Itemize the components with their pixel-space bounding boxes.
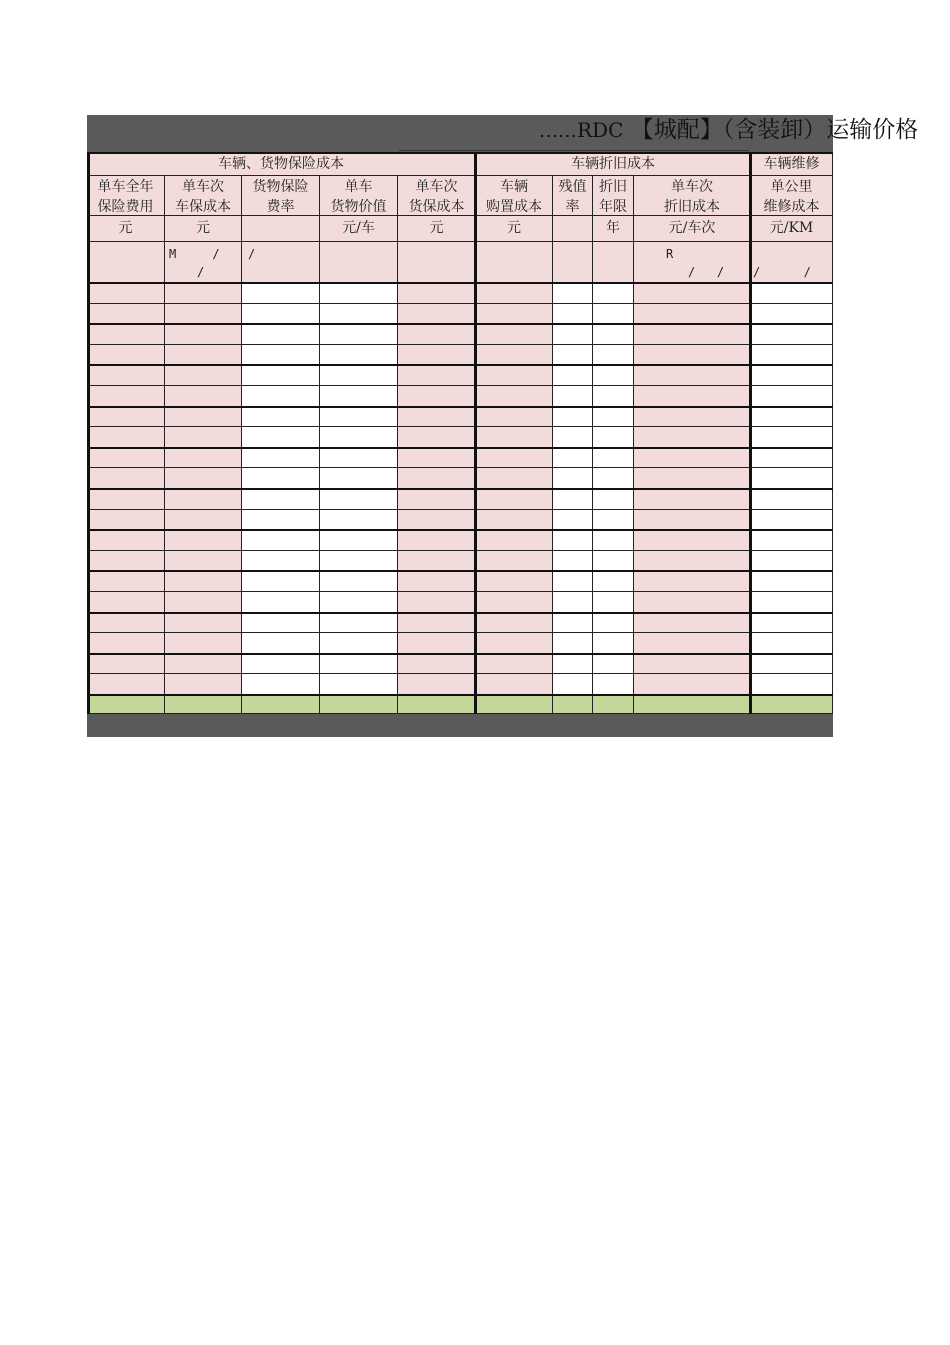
table-cell[interactable] — [476, 489, 553, 510]
table-cell[interactable] — [242, 386, 320, 407]
thick-row-line — [87, 488, 833, 490]
table-cell[interactable] — [634, 654, 751, 674]
cost-table — [87, 152, 833, 714]
column-header-line1: 单车次 — [671, 179, 713, 195]
table-cell[interactable] — [320, 365, 398, 386]
table-cell[interactable] — [242, 530, 320, 551]
column-header — [553, 176, 593, 216]
formula-hint-cell — [320, 242, 398, 283]
table-cell[interactable] — [87, 386, 165, 407]
table-cell[interactable] — [553, 468, 593, 489]
table-cell[interactable] — [553, 571, 593, 592]
table-cell[interactable] — [398, 674, 476, 695]
thick-row-line — [87, 323, 833, 325]
table-cell[interactable] — [476, 304, 553, 324]
thick-row-line — [87, 694, 833, 696]
formula-hint-cell — [165, 242, 242, 283]
table-cell[interactable] — [751, 510, 833, 530]
table-cell[interactable] — [476, 448, 553, 468]
table-cell[interactable] — [87, 489, 165, 510]
table-cell[interactable] — [87, 571, 165, 592]
table-cell[interactable] — [476, 510, 553, 530]
column-header-line2: 年限 — [599, 199, 627, 215]
table-cell[interactable] — [242, 324, 320, 345]
table-cell[interactable] — [242, 427, 320, 448]
table-cell[interactable] — [165, 571, 242, 592]
table-cell[interactable] — [87, 407, 165, 427]
table-cell[interactable] — [634, 468, 751, 489]
table-cell[interactable] — [165, 407, 242, 427]
unit-cell: 年 — [593, 216, 634, 242]
thick-row-line — [87, 529, 833, 531]
formula-hint: / — [248, 247, 256, 261]
formula-hint: / / — [688, 265, 725, 279]
table-cell[interactable] — [165, 345, 242, 365]
table-cell[interactable] — [634, 613, 751, 633]
table-cell[interactable] — [476, 407, 553, 427]
table-cell[interactable] — [398, 448, 476, 468]
table-cell[interactable] — [242, 613, 320, 633]
table-cell[interactable] — [553, 365, 593, 386]
column-header-line2: 购置成本 — [486, 199, 542, 215]
thick-row-line — [87, 364, 833, 366]
table-cell[interactable] — [87, 427, 165, 448]
table-cell[interactable] — [165, 468, 242, 489]
formula-hint-cell — [553, 242, 593, 283]
total-cell[interactable] — [553, 695, 593, 714]
table-cell[interactable] — [87, 304, 165, 324]
table-cell[interactable] — [165, 551, 242, 571]
column-header — [751, 176, 833, 216]
table-cell[interactable] — [593, 345, 634, 365]
table-cell[interactable] — [165, 633, 242, 654]
table-cell[interactable] — [398, 489, 476, 510]
thick-row-line — [87, 282, 833, 284]
table-cell[interactable] — [320, 571, 398, 592]
column-header-line1: 单车 — [344, 179, 373, 195]
table-cell[interactable] — [320, 448, 398, 468]
column-header-line1: 残值 — [558, 179, 587, 195]
table-cell[interactable] — [165, 510, 242, 530]
table-cell[interactable] — [553, 304, 593, 324]
table-cell[interactable] — [320, 530, 398, 551]
table-cell[interactable] — [751, 489, 833, 510]
table-cell[interactable] — [476, 654, 553, 674]
column-header-line1: 单公里 — [770, 179, 813, 195]
table-cell[interactable] — [751, 427, 833, 448]
spreadsheet-sheet — [87, 115, 919, 737]
table-cell[interactable] — [751, 386, 833, 407]
table-cell[interactable] — [398, 324, 476, 345]
column-header-line2: 费率 — [266, 199, 295, 215]
total-cell[interactable] — [87, 695, 165, 714]
table-cell[interactable] — [476, 345, 553, 365]
column-header — [476, 176, 553, 216]
table-cell[interactable] — [751, 365, 833, 386]
table-cell[interactable] — [634, 489, 751, 510]
total-cell[interactable] — [476, 695, 553, 714]
table-cell[interactable] — [242, 551, 320, 571]
thick-separator — [749, 152, 752, 714]
table-cell[interactable] — [751, 613, 833, 633]
table-cell[interactable] — [398, 345, 476, 365]
column-header-line1: 单车次 — [415, 179, 458, 195]
table-cell[interactable] — [553, 633, 593, 654]
table-cell[interactable] — [320, 613, 398, 633]
table-cell[interactable] — [476, 468, 553, 489]
table-cell[interactable] — [476, 613, 553, 633]
table-cell[interactable] — [165, 304, 242, 324]
table-cell[interactable] — [751, 592, 833, 613]
table-cell[interactable] — [320, 654, 398, 674]
unit-cell: 元 — [476, 216, 553, 242]
table-cell[interactable] — [87, 365, 165, 386]
table-cell[interactable] — [320, 304, 398, 324]
title-underline — [399, 150, 749, 151]
column-header — [320, 176, 398, 216]
table-cell[interactable] — [476, 324, 553, 345]
table-cell[interactable] — [476, 365, 553, 386]
table-cell[interactable] — [553, 551, 593, 571]
table-cell[interactable] — [165, 324, 242, 345]
formula-hint-cell — [593, 242, 634, 283]
thick-separator — [474, 152, 477, 714]
table-cell[interactable] — [553, 283, 593, 304]
unit-cell: 元 — [398, 216, 476, 242]
column-header-line2: 货物价值 — [330, 199, 387, 215]
table-cell[interactable] — [242, 510, 320, 530]
formula-hint-cell — [476, 242, 553, 283]
table-cell[interactable] — [476, 427, 553, 448]
thick-row-line — [87, 612, 833, 614]
table-cell[interactable] — [634, 448, 751, 468]
table-cell[interactable] — [634, 530, 751, 551]
table-cell[interactable] — [553, 654, 593, 674]
table-cell[interactable] — [87, 654, 165, 674]
table-cell[interactable] — [398, 468, 476, 489]
formula-hint: / / — [753, 265, 811, 279]
table-cell[interactable] — [553, 489, 593, 510]
table-cell[interactable] — [751, 674, 833, 695]
table-cell[interactable] — [87, 613, 165, 633]
table-cell[interactable] — [242, 345, 320, 365]
title-text: 【城配】（含装卸）运输价格 — [630, 117, 919, 143]
table-cell[interactable] — [593, 468, 634, 489]
table-cell[interactable] — [320, 324, 398, 345]
table-cell[interactable] — [165, 530, 242, 551]
table-cell[interactable] — [87, 592, 165, 613]
column-header — [242, 176, 320, 216]
table-cell[interactable] — [593, 633, 634, 654]
table-cell[interactable] — [320, 345, 398, 365]
table-cell[interactable] — [398, 510, 476, 530]
thick-row-line — [87, 447, 833, 449]
table-cell[interactable] — [398, 571, 476, 592]
table-cell[interactable] — [165, 283, 242, 304]
column-header-line2: 车保成本 — [175, 199, 231, 215]
column-header — [398, 176, 476, 216]
table-cell[interactable] — [398, 633, 476, 654]
table-cell[interactable] — [476, 386, 553, 407]
table-cell[interactable] — [320, 283, 398, 304]
table-cell[interactable] — [165, 365, 242, 386]
table-cell[interactable] — [476, 633, 553, 654]
table-cell[interactable] — [751, 345, 833, 365]
table-cell[interactable] — [87, 530, 165, 551]
table-cell[interactable] — [398, 365, 476, 386]
formula-hint-cell — [398, 242, 476, 283]
table-cell[interactable] — [398, 283, 476, 304]
column-header-line1: 货物保险 — [252, 179, 309, 195]
table-cell[interactable] — [242, 633, 320, 654]
column-header — [593, 176, 634, 216]
unit-cell: 元/KM — [751, 216, 833, 242]
table-cell[interactable] — [553, 592, 593, 613]
column-header — [165, 176, 242, 216]
table-cell[interactable] — [634, 427, 751, 448]
total-cell[interactable] — [751, 695, 833, 714]
table-cell[interactable] — [553, 407, 593, 427]
column-header — [634, 176, 751, 216]
table-cell[interactable] — [398, 654, 476, 674]
table-cell[interactable] — [398, 407, 476, 427]
formula-hint-cell — [87, 242, 165, 283]
total-cell[interactable] — [165, 695, 242, 714]
table-cell[interactable] — [553, 448, 593, 468]
table-cell[interactable] — [593, 571, 634, 592]
table-cell[interactable] — [634, 324, 751, 345]
table-cell[interactable] — [320, 489, 398, 510]
title-dots: …… — [539, 120, 577, 142]
table-cell[interactable] — [87, 283, 165, 304]
table-cell[interactable] — [165, 448, 242, 468]
table-cell[interactable] — [242, 571, 320, 592]
table-cell[interactable] — [593, 304, 634, 324]
column-header — [87, 176, 165, 216]
table-cell[interactable] — [87, 674, 165, 695]
table-cell[interactable] — [242, 592, 320, 613]
column-header-line2: 率 — [565, 199, 580, 215]
table-cell[interactable] — [634, 386, 751, 407]
table-cell[interactable] — [87, 345, 165, 365]
unit-cell: 元 — [165, 216, 242, 242]
table-cell[interactable] — [634, 345, 751, 365]
column-header-line2: 折旧成本 — [664, 199, 720, 215]
column-header-line1: 单车次 — [182, 179, 224, 195]
table-cell[interactable] — [165, 592, 242, 613]
table-cell[interactable] — [165, 613, 242, 633]
table-cell[interactable] — [398, 386, 476, 407]
table-cell[interactable] — [87, 551, 165, 571]
table-cell[interactable] — [593, 613, 634, 633]
table-cell[interactable] — [87, 448, 165, 468]
title-rdc: RDC — [577, 118, 624, 142]
table-cell[interactable] — [593, 283, 634, 304]
table-cell[interactable] — [320, 427, 398, 448]
table-cell[interactable] — [634, 674, 751, 695]
table-cell[interactable] — [476, 551, 553, 571]
group-header: 车辆维修 — [751, 152, 833, 176]
formula-hint: / — [197, 265, 205, 279]
table-cell[interactable] — [553, 613, 593, 633]
table-cell[interactable] — [634, 510, 751, 530]
table-cell[interactable] — [242, 654, 320, 674]
total-cell[interactable] — [398, 695, 476, 714]
table-cell[interactable] — [242, 304, 320, 324]
table-cell[interactable] — [553, 345, 593, 365]
table-cell[interactable] — [751, 283, 833, 304]
table-cell[interactable] — [165, 674, 242, 695]
table-cell[interactable] — [593, 530, 634, 551]
unit-cell: 元/车 — [320, 216, 398, 242]
table-cell[interactable] — [165, 489, 242, 510]
table-cell[interactable] — [593, 551, 634, 571]
table-cell[interactable] — [634, 571, 751, 592]
table-cell[interactable] — [87, 468, 165, 489]
table-cell[interactable] — [751, 407, 833, 427]
thick-row-line — [87, 653, 833, 655]
total-cell[interactable] — [320, 695, 398, 714]
table-cell[interactable] — [553, 324, 593, 345]
table-cell[interactable] — [320, 551, 398, 571]
table-cell[interactable] — [634, 283, 751, 304]
group-header: 车辆折旧成本 — [476, 152, 751, 176]
table-cell[interactable] — [320, 633, 398, 654]
table-cell[interactable] — [398, 304, 476, 324]
table-cell[interactable] — [320, 592, 398, 613]
table-cell[interactable] — [553, 386, 593, 407]
column-header-line2: 货保成本 — [408, 199, 465, 215]
unit-cell: 元/车次 — [634, 216, 751, 242]
table-cell[interactable] — [242, 489, 320, 510]
thick-row-line — [87, 152, 833, 154]
group-header: 车辆、货物保险成本 — [87, 152, 476, 176]
table-cell[interactable] — [242, 448, 320, 468]
table-cell[interactable] — [593, 674, 634, 695]
column-header-line2: 维修成本 — [763, 199, 820, 215]
table-cell[interactable] — [634, 365, 751, 386]
thick-separator — [87, 152, 90, 714]
column-header-line2: 保险费用 — [97, 199, 154, 215]
thick-row-line — [87, 570, 833, 572]
table-cell[interactable] — [398, 592, 476, 613]
formula-hint-cell — [634, 242, 751, 283]
table-cell[interactable] — [242, 674, 320, 695]
table-cell[interactable] — [593, 510, 634, 530]
formula-hint: M / — [169, 247, 220, 261]
table-cell[interactable] — [751, 530, 833, 551]
table-cell[interactable] — [751, 448, 833, 468]
table-cell[interactable] — [165, 654, 242, 674]
table-cell[interactable] — [476, 674, 553, 695]
column-header-line1: 车辆 — [500, 179, 528, 195]
column-header-line1: 单车全年 — [97, 179, 154, 195]
table-cell[interactable] — [476, 571, 553, 592]
table-cell[interactable] — [593, 407, 634, 427]
table-cell[interactable] — [553, 674, 593, 695]
table-cell[interactable] — [398, 551, 476, 571]
table-cell[interactable] — [593, 324, 634, 345]
table-cell[interactable] — [751, 324, 833, 345]
table-cell[interactable] — [593, 365, 634, 386]
total-cell[interactable] — [634, 695, 751, 714]
column-header-line1: 折旧 — [599, 179, 627, 195]
table-cell[interactable] — [87, 510, 165, 530]
unit-cell: 元 — [87, 216, 165, 242]
table-cell[interactable] — [634, 551, 751, 571]
table-cell[interactable] — [553, 530, 593, 551]
table-cell[interactable] — [751, 304, 833, 324]
table-cell[interactable] — [751, 468, 833, 489]
formula-hint-cell — [242, 242, 320, 283]
table-cell[interactable] — [593, 489, 634, 510]
sheet-title — [539, 115, 918, 152]
table-cell[interactable] — [398, 613, 476, 633]
unit-cell — [242, 216, 320, 242]
table-cell[interactable] — [593, 386, 634, 407]
table-cell[interactable] — [553, 510, 593, 530]
formula-hint-cell — [751, 242, 833, 283]
table-cell[interactable] — [593, 448, 634, 468]
table-cell[interactable] — [320, 407, 398, 427]
table-cell[interactable] — [634, 633, 751, 654]
thick-row-line — [87, 406, 833, 408]
table-cell[interactable] — [593, 427, 634, 448]
table-cell[interactable] — [398, 427, 476, 448]
table-cell[interactable] — [751, 571, 833, 592]
table-cell[interactable] — [634, 407, 751, 427]
table-cell[interactable] — [553, 427, 593, 448]
table-cell[interactable] — [751, 551, 833, 571]
table-cell[interactable] — [242, 407, 320, 427]
unit-cell — [553, 216, 593, 242]
table-cell[interactable] — [593, 654, 634, 674]
table-cell[interactable] — [751, 633, 833, 654]
table-cell[interactable] — [165, 386, 242, 407]
table-cell[interactable] — [320, 468, 398, 489]
table-cell[interactable] — [165, 427, 242, 448]
table-cell[interactable] — [242, 365, 320, 386]
table-cell[interactable] — [87, 633, 165, 654]
table-cell[interactable] — [87, 324, 165, 345]
table-cell[interactable] — [320, 510, 398, 530]
formula-hint: R — [666, 247, 674, 261]
table-cell[interactable] — [634, 592, 751, 613]
table-cell[interactable] — [476, 592, 553, 613]
table-cell[interactable] — [242, 468, 320, 489]
table-cell[interactable] — [320, 386, 398, 407]
total-cell[interactable] — [593, 695, 634, 714]
total-cell[interactable] — [242, 695, 320, 714]
table-cell[interactable] — [593, 592, 634, 613]
table-cell[interactable] — [634, 304, 751, 324]
table-cell[interactable] — [398, 530, 476, 551]
table-cell[interactable] — [320, 674, 398, 695]
table-cell[interactable] — [751, 654, 833, 674]
table-cell[interactable] — [476, 530, 553, 551]
table-cell[interactable] — [242, 283, 320, 304]
table-cell[interactable] — [476, 283, 553, 304]
